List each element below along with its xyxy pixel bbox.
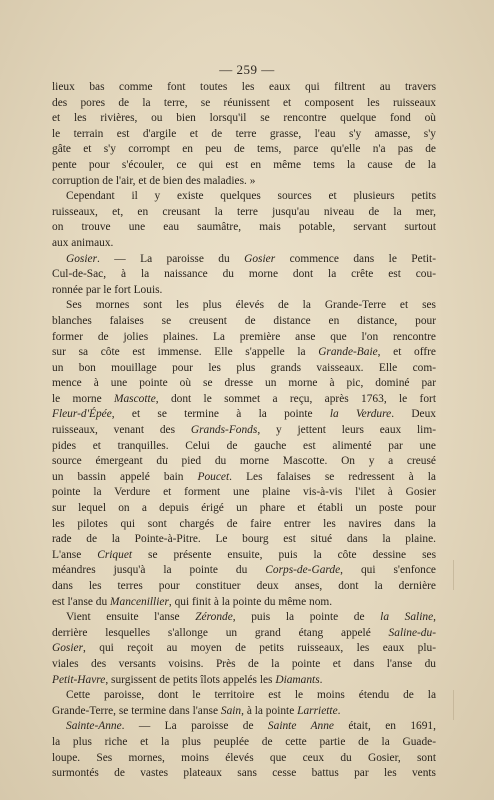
text-fragment: se présente ensuite, puis la côte dessine ses	[132, 548, 436, 561]
text-fragment: , y jettent leurs eaux lim-	[257, 424, 436, 437]
italic-text: Criquet	[97, 548, 133, 561]
italic-text: Grands-Fonds	[190, 424, 258, 437]
text-line	[52, 704, 436, 720]
text-line: Cul-de-Sac, à la naissance du morne dont la crête est cou-	[52, 268, 436, 281]
text-line: on trouve une eau saumâtre, mais potable, servant surtout	[52, 221, 436, 234]
text-line: Cette paroisse, dont le territoire est le moins étendu de la	[66, 689, 436, 702]
text-fragment: le morne	[52, 392, 114, 405]
italic-text: Gosier	[52, 642, 84, 655]
text-line	[52, 470, 436, 486]
italic-text: Gosier	[244, 252, 276, 265]
text-fragment: ,	[433, 611, 436, 624]
text-fragment: sur sa côte est immense. Elle s'appelle la	[52, 346, 319, 359]
text-line: et les rivières, ou bien lorsqu'il se rencontre quelque fond où	[52, 112, 436, 125]
italic-text: Sainte Anne	[267, 720, 334, 733]
italic-text: Sainte-Anne	[66, 720, 122, 733]
margin-mark	[453, 690, 454, 720]
text-line: pente pour s'écouler, ce qui est en même tems la cause de la	[52, 158, 436, 171]
text-fragment: , et offre	[377, 346, 436, 359]
text-fragment: , qui reçoit au moyen de petits ruisseaux, les eaux plu-	[83, 642, 436, 655]
italic-text: Petit-Havre	[52, 673, 106, 686]
margin-mark	[453, 560, 454, 590]
text-line	[52, 252, 436, 268]
text-line	[52, 641, 436, 657]
text-line: viales des versants voisins. Près de la pointe et dans l'anse du	[52, 657, 436, 670]
text-fragment: était, en 1691,	[333, 720, 436, 733]
text-line: former de jolies plaines. La première anse que l'on rencontre	[52, 330, 436, 343]
text-fragment: . Les falaises se redressent à la	[229, 470, 436, 483]
text-line: les pilotes qui sont chargés de faire entrer les navires dans la	[52, 517, 436, 530]
text-line	[52, 407, 436, 423]
text-line: loupe. Ses mornes, moins élevés que ceux du Gosier, sont	[52, 751, 436, 764]
text-fragment: , dont le sommet a reçu, après 1763, le fort	[155, 392, 436, 405]
text-fragment: . — La paroisse du	[97, 252, 245, 265]
text-line	[52, 423, 436, 439]
text-fragment: , et se termine à la pointe	[111, 408, 330, 421]
text-line: un bon mouillage pour les plus grands vaisseaux. Elle com-	[52, 361, 436, 374]
text-fragment: un bassin appelé bain	[52, 470, 198, 483]
text-line: mence à une pointe où se dresse un morne à pic, dominé par	[52, 377, 436, 390]
italic-text: Mancenillier	[110, 595, 169, 608]
text-line: pointe la Verdure et forment une plaine vis-à-vis l'ilet à Gosier	[52, 486, 436, 499]
text-line: blanches falaises se creusent de distance en distance, pour	[52, 314, 436, 327]
italic-text: la Saline	[380, 611, 434, 624]
text-line: ronnée par le fort Louis.	[52, 283, 163, 296]
text-line: la plus riche et la plus peuplée de cette partie de la Guade-	[52, 735, 436, 748]
text-fragment: , puis la pointe de	[232, 611, 381, 624]
italic-text: Larriette	[297, 704, 338, 717]
text-line: Cependant il y existe quelques sources et plusieurs petits	[66, 190, 436, 203]
text-fragment: . Deux	[391, 408, 436, 421]
text-line: Ses mornes sont les plus élevés de la Grande-Terre et ses	[66, 299, 436, 312]
text-fragment: , qui s'enfonce	[340, 564, 436, 577]
text-line	[52, 719, 436, 735]
italic-text: Corps-de-Garde	[265, 564, 341, 577]
text-line	[52, 610, 436, 626]
text-line: rade de la Pointe-à-Pitre. Le bourg est situé dans la plaine.	[52, 533, 436, 546]
page-number: — 259 —	[219, 62, 275, 77]
body-text	[52, 80, 436, 782]
text-line: lieux bas comme font toutes les eaux qui filtrent au travers	[52, 81, 436, 93]
text-line	[52, 345, 436, 361]
text-line: aux animaux.	[52, 236, 114, 249]
text-fragment: . — La paroisse de	[121, 720, 268, 733]
text-line: surmontés de vastes plateaux sans cesse battus par les vents	[52, 767, 436, 780]
text-line	[52, 563, 436, 579]
text-fragment: commence dans le Petit-	[275, 252, 436, 265]
text-line: sur lequel on a depuis érigé un phare et établi un poste pour	[52, 502, 436, 515]
text-fragment: , surgissent de petits îlots appelés les	[105, 673, 276, 686]
text-line: pides et tranquilles. Celui de gauche est alimenté par une	[52, 439, 436, 452]
text-fragment: .	[319, 673, 323, 686]
text-line: dans les terres pour constituer deux anses, dont la dernière	[52, 580, 436, 592]
italic-text: Sain	[220, 704, 242, 717]
text-fragment: derrière lesquelles s'allonge un grand étang appelé	[52, 626, 389, 639]
italic-text: Saline-du-	[388, 626, 436, 639]
text-line	[52, 595, 436, 611]
text-fragment: méandres jusqu'à la pointe du	[52, 564, 266, 577]
text-fragment: , qui finit à la pointe du même nom.	[168, 595, 333, 608]
italic-text: Poucet	[197, 470, 230, 483]
text-line	[52, 548, 436, 564]
text-fragment: , à la pointe	[241, 704, 298, 717]
text-line: corruption de l'air, et de bien des maladies. »	[52, 174, 256, 187]
text-fragment: Vient ensuite l'anse	[66, 611, 196, 624]
italic-text: Fleur-d'Épée	[52, 408, 112, 421]
italic-text: Mascotte	[114, 392, 156, 405]
text-line	[52, 626, 436, 642]
text-line: gâte et s'y corrompt en peu de tems, parce qu'elle n'a pas de	[52, 143, 436, 156]
text-fragment: est l'anse du	[52, 595, 111, 608]
text-line: le terrain est d'argile et de terre grasse, l'eau s'y amasse, s'y	[52, 127, 436, 140]
text-fragment: .	[337, 704, 341, 717]
italic-text: Diamants	[275, 673, 320, 686]
text-fragment: Grande-Terre, se termine dans l'anse	[52, 704, 221, 717]
text-line	[52, 392, 436, 408]
text-fragment: ruisseaux, venant des	[52, 424, 191, 437]
text-line: source émergeant du pied du morne Mascotte. On y a creusé	[52, 455, 436, 468]
text-fragment: L'anse	[52, 548, 98, 561]
italic-text: Zéronde	[195, 611, 233, 624]
text-line	[52, 673, 436, 689]
italic-text: la Verdure	[329, 408, 392, 421]
text-line: des pores de la terre, se réunissent et composent les ruisseaux	[52, 96, 436, 109]
italic-text: Grande-Baie	[318, 346, 378, 359]
text-line: ruisseaux, et, en creusant la terre jusqu'au niveau de la mer,	[52, 205, 436, 218]
italic-text: Gosier	[66, 252, 98, 265]
